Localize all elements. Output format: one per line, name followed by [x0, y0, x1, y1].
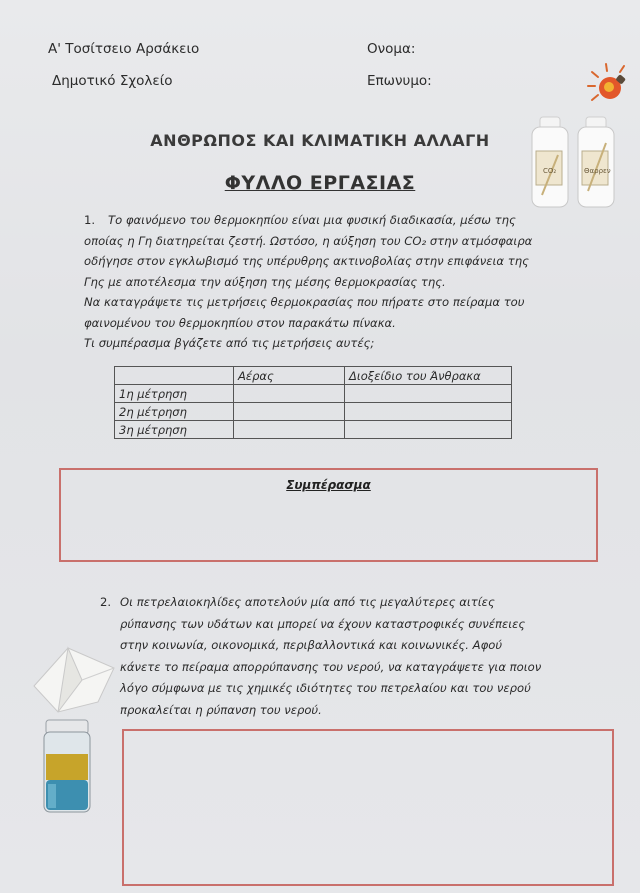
question-2-line: κάνετε το πείραμα απορρύπανσης του νερού, να καταγράψετε για ποιον	[120, 659, 542, 674]
question-2	[100, 592, 560, 721]
question-1-line: οδήγησε στον εγκλωβισμό της υπέρυθρης ακτινοβολίας στην επιφάνεια της	[84, 254, 529, 268]
question-2-line: 2. Οι πετρελαιοκηλίδες αποτελούν μία από τις μεγαλύτερες αιτίες	[100, 592, 560, 614]
co2-cell[interactable]	[345, 403, 512, 421]
lightbulb-icon	[584, 60, 632, 110]
co2-cell[interactable]	[345, 385, 512, 403]
page-subtitle: ΦΥΛΛΟ ΕΡΓΑΣΙΑΣ	[224, 172, 416, 194]
gas-bottles-image	[526, 115, 626, 210]
answer-box[interactable]	[122, 729, 614, 886]
question-1-line: φαινομένου του θερμοκηπίου στον παρακάτω πίνακα.	[84, 315, 396, 330]
school-name-line2: Δημοτικό Σχολείο	[52, 73, 173, 89]
measurements-table	[114, 366, 512, 439]
air-cell[interactable]	[234, 385, 345, 403]
table-row	[115, 403, 512, 421]
question-2-line: λόγο σύμφωνα με τις χημικές ιδιότητες του πετρελαίου και του νερού	[120, 681, 531, 695]
question-1-number: 1.	[84, 213, 96, 227]
table-header-cell: Αέρας	[234, 367, 345, 385]
co2-cell[interactable]	[345, 421, 512, 439]
conclusion-box[interactable]	[59, 468, 598, 562]
bottle-label-right: Θαρρεν	[584, 167, 611, 175]
question-1-line: 1. Το φαινόμενο του θερμοκηπίου είναι μια φυσική διαδικασία, μέσω της	[84, 210, 564, 231]
table-header-row	[115, 367, 512, 385]
air-cell[interactable]	[234, 421, 345, 439]
question-1	[84, 210, 564, 354]
surname-label: Επωνυμο:	[367, 73, 432, 89]
question-1-line: Τι συμπέρασμα βγάζετε από τις μετρήσεις αυτές;	[84, 336, 375, 350]
question-2-number: 2.	[100, 595, 112, 609]
conclusion-label: Συμπέρασμα	[286, 478, 371, 492]
row-label: 2η μέτρηση	[115, 403, 234, 421]
school-name-line1: Α' Τοσίτσειο Αρσάκειο	[48, 41, 200, 57]
table-header-cell: Διοξείδιο του Άνθρακα	[345, 367, 512, 385]
air-cell[interactable]	[234, 403, 345, 421]
question-2-line: στην κοινωνία, οικονομικά, περιβαλλοντικά και κοινωνικές. Αφού	[120, 638, 503, 652]
row-label: 1η μέτρηση	[115, 385, 234, 403]
row-label: 3η μέτρηση	[115, 421, 234, 439]
name-label: Ονομα:	[367, 41, 416, 57]
table-row	[115, 385, 512, 403]
question-2-line: ρύπανσης των υδάτων και μπορεί να έχουν καταστροφικές συνέπειες	[120, 616, 526, 631]
question-1-line: οποίας η Γη διατηρείται ζεστή. Ωστόσο, η αύξηση του CO₂ στην ατμόσφαιρα	[84, 233, 533, 248]
question-2-line: προκαλείται η ρύπανση του νερού.	[120, 702, 322, 717]
page-title: ΑΝΘΡΩΠΟΣ ΚΑΙ ΚΛΙΜΑΤΙΚΗ ΑΛΛΑΓΗ	[150, 131, 490, 150]
table-header-cell	[115, 367, 234, 385]
question-1-line: Γης με αποτέλεσμα την αύξηση της μέσης θερμοκρασίας της.	[84, 274, 446, 289]
oil-water-jar-image	[40, 718, 96, 814]
question-1-line: Να καταγράψετε τις μετρήσεις θερμοκρασίας που πήρατε στο πείραμα του	[84, 295, 525, 309]
table-row	[115, 421, 512, 439]
bottle-label-left: CO₂	[543, 167, 557, 175]
